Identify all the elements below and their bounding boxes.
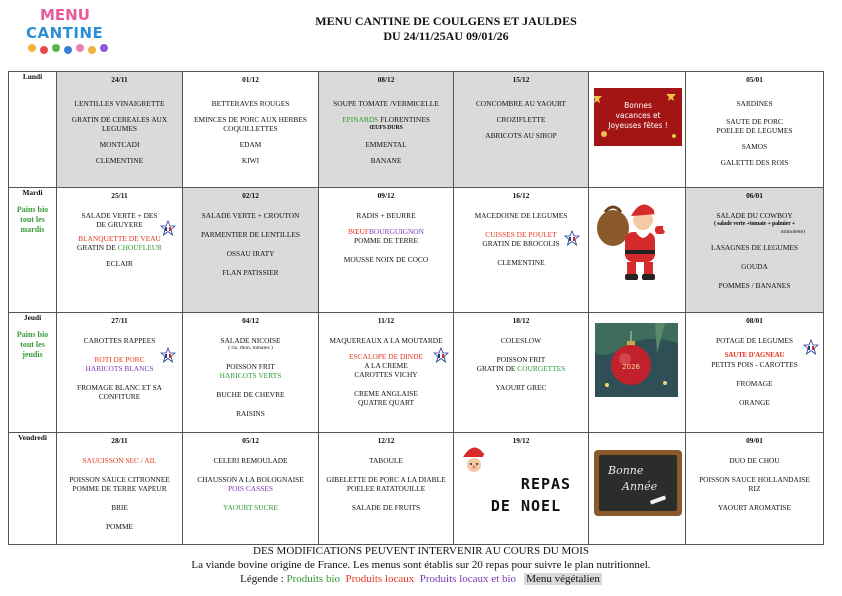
cell-date: 09/01 bbox=[746, 436, 763, 445]
board-line2: Année bbox=[622, 480, 658, 493]
menu-item: EDAM bbox=[239, 140, 262, 149]
menu-item: EMMENTAL bbox=[365, 140, 407, 149]
menu-item: MONTCADI bbox=[99, 140, 140, 149]
menu-item: POISSON FRIT bbox=[226, 362, 275, 371]
menu-item: POELEE DE LEGUMES bbox=[716, 126, 793, 135]
menu-item: POMME bbox=[105, 522, 134, 531]
menu-item-local-bio: BOURGUIGNON bbox=[368, 227, 424, 236]
menu-item-bio: COURGETTES bbox=[517, 364, 566, 373]
menu-item-bio: HARICOTS VERTS bbox=[219, 371, 282, 380]
day-label: Jeudi bbox=[23, 313, 42, 322]
menu-cell-mardi-4 bbox=[454, 188, 589, 313]
cell-date: 06/01 bbox=[746, 191, 763, 200]
footer bbox=[0, 544, 842, 586]
menu-cell-mardi-3 bbox=[319, 188, 454, 313]
menu-item: GALETTE DES ROIS bbox=[720, 158, 789, 167]
menu-item: POISSON SAUCE CITRONNEE POMME DE TERRE VAPEUR bbox=[69, 475, 170, 493]
menu-item: FROMAGE bbox=[736, 379, 773, 388]
board-line1: Bonne bbox=[608, 464, 644, 477]
menu-item: SALADE DE FRUITS bbox=[351, 503, 421, 512]
menu-item: ( riz, thon, tomates ) bbox=[228, 345, 273, 351]
menu-item: RAISINS bbox=[236, 409, 265, 418]
picture-cell-new-year bbox=[589, 433, 686, 545]
menu-item: SARDINES bbox=[736, 99, 773, 108]
day-bio-note: Pains bio tout les jeudis bbox=[16, 330, 49, 359]
new-year-chalkboard-image bbox=[594, 450, 682, 516]
menu-item: ORANGE bbox=[739, 398, 770, 407]
cell-date: 08/12 bbox=[377, 75, 395, 84]
menu-item: SALADE DU COWBOY bbox=[716, 211, 793, 220]
menu-cell-vendredi-2 bbox=[183, 433, 319, 545]
menu-cell-mardi-2 bbox=[183, 188, 319, 313]
picture-cell-santa bbox=[589, 188, 686, 313]
page-title bbox=[0, 14, 842, 44]
menu-item: BANANE bbox=[370, 156, 402, 165]
menu-item: QUATRE QUART bbox=[357, 398, 414, 407]
menu-item: CLEMENTINE bbox=[497, 258, 545, 267]
row-jeudi bbox=[9, 313, 824, 433]
menu-item: CROZIFLETTE bbox=[496, 115, 546, 124]
menu-item: SALADE NICOISE bbox=[220, 336, 281, 345]
menu-cell-jeudi-6 bbox=[686, 313, 824, 433]
menu-cell-jeudi-1 bbox=[57, 313, 183, 433]
footer-meat-origin: La viande bovine origine de France. Les menus sont établis sur 20 repas pour suivre le plan nutritionnel. bbox=[191, 559, 651, 571]
menu-item: CLEMENTINE bbox=[95, 156, 144, 165]
cell-date: 09/12 bbox=[377, 191, 395, 200]
row-vendredi bbox=[9, 433, 824, 545]
menu-cell-lundi-1 bbox=[57, 72, 183, 188]
menu-item: EMINCES DE PORC AUX HERBES COQUILLETTES bbox=[194, 115, 307, 133]
menu-item: CELERI REMOULADE bbox=[213, 456, 288, 465]
menu-item: SAUTE DE PORC bbox=[726, 117, 783, 126]
menu-item: SALADE VERTE + CROUTON bbox=[201, 211, 300, 220]
day-label: Mardi bbox=[22, 188, 43, 197]
santa-claus-image bbox=[595, 198, 679, 282]
vbf-label-icon bbox=[160, 220, 176, 236]
menu-grid bbox=[8, 71, 823, 544]
vf-label-icon bbox=[433, 347, 449, 363]
menu-item: ŒUFS DURS bbox=[369, 125, 403, 131]
title-line2: DU 24/11/25AU 09/01/26 bbox=[383, 29, 509, 43]
santa-face-icon bbox=[458, 443, 490, 483]
cell-date: 05/12 bbox=[242, 436, 259, 445]
menu-item: PARMENTIER DE LENTILLES bbox=[200, 230, 301, 239]
menu-item: GRATIN DE bbox=[76, 243, 118, 252]
day-label: Vendredi bbox=[18, 433, 47, 442]
menu-item-local: ROTI DE PORC bbox=[94, 355, 145, 364]
legend-prefix: Légende : bbox=[240, 573, 287, 585]
day-label: Lundi bbox=[22, 72, 43, 81]
cell-date: 05/01 bbox=[746, 75, 763, 84]
menu-item: LASAGNES DE LEGUMES bbox=[710, 243, 799, 252]
cell-date: 19/12 bbox=[512, 436, 530, 445]
title-line1: MENU CANTINE DE COULGENS ET JAULDES bbox=[315, 14, 577, 28]
footer-notice: DES MODIFICATIONS PEUVENT INTERVENIR AU COURS DU MOIS bbox=[253, 545, 589, 557]
menu-item: SOUPE TOMATE /VERMICELLE bbox=[333, 99, 439, 108]
cell-date: 02/12 bbox=[242, 191, 259, 200]
menu-item: A LA CREME bbox=[364, 361, 408, 370]
menu-item: LENTILLES VINAIGRETTE bbox=[74, 99, 165, 108]
menu-item-local: SAUTE D'AGNEAU bbox=[724, 351, 785, 359]
christmas-ornament-image bbox=[595, 323, 678, 397]
menu-item: POISSON FRIT bbox=[496, 355, 546, 364]
menu-item: BUCHE DE CHEVRE bbox=[216, 390, 285, 399]
menu-item: POMME DE TERRE bbox=[354, 236, 418, 245]
menu-cell-jeudi-2 bbox=[183, 313, 319, 433]
menu-item: KIWI bbox=[241, 156, 260, 165]
menu-item: FLORENTINES bbox=[380, 115, 430, 124]
menu-item: BRIE bbox=[111, 503, 128, 512]
menu-cell-lundi-2 bbox=[183, 72, 319, 188]
menu-cell-vendredi-1 bbox=[57, 433, 183, 545]
menu-item: MOUSSE NOIX DE COCO bbox=[343, 255, 429, 264]
menu-item: YAOURT GREC bbox=[495, 383, 547, 392]
menu-item: ECLAIR bbox=[106, 259, 133, 268]
menu-item: GIBELETTE DE PORC A LA DIABLE POELEE RATATOUILLE bbox=[326, 475, 446, 493]
menu-cell-vendredi-3 bbox=[319, 433, 454, 545]
menu-item: YAOURT AROMATISE bbox=[717, 503, 792, 512]
cell-date: 04/12 bbox=[242, 316, 259, 325]
day-cell-lundi bbox=[9, 72, 57, 188]
menu-item: mimolette) bbox=[780, 229, 805, 235]
christmas-meal-line2: DE NOEL bbox=[490, 497, 562, 515]
menu-item: ( salade verte +tomate + palmier + bbox=[714, 221, 795, 227]
cell-date: 25/11 bbox=[111, 191, 128, 200]
menu-item: CREME ANGLAISE bbox=[354, 389, 418, 398]
legend-bio: Produits bio bbox=[286, 573, 341, 585]
legend-vegan: Menu végétalien bbox=[526, 573, 600, 585]
menu-item: SAMOS bbox=[741, 142, 768, 151]
menu-item: CAROTTES VICHY bbox=[354, 370, 418, 379]
menu-cell-jeudi-3 bbox=[319, 313, 454, 433]
day-cell-vendredi bbox=[9, 433, 57, 545]
menu-cell-jeudi-4 bbox=[454, 313, 589, 433]
cell-date: 16/12 bbox=[512, 191, 530, 200]
menu-item-bio: YAOURT SUCRE bbox=[222, 503, 279, 512]
menu-item: ABRICOTS AU SIROP bbox=[485, 131, 557, 140]
menu-item: POISSON SAUCE HOLLANDAISE RIZ bbox=[699, 475, 810, 493]
menu-item-local: BLANQUETTE DE VEAU bbox=[78, 234, 161, 243]
menu-cell-vendredi-6 bbox=[686, 433, 824, 545]
legend-local: Produits locaux bbox=[345, 573, 415, 585]
menu-item: CONCOMBRE AU YAOURT bbox=[475, 99, 567, 108]
cell-date: 12/12 bbox=[377, 436, 395, 445]
menu-item: POMMES / BANANES bbox=[718, 281, 791, 290]
day-cell-jeudi bbox=[9, 313, 57, 433]
row-mardi bbox=[9, 188, 824, 313]
logo-line2: CANTINE bbox=[26, 24, 104, 42]
picture-cell-holidays bbox=[589, 72, 686, 188]
legend bbox=[0, 572, 842, 586]
menu-item: GRATIN DE CEREALES AUX LEGUMES bbox=[71, 115, 168, 133]
menu-item: DE GRUYERE bbox=[96, 220, 143, 229]
menu-table bbox=[8, 71, 824, 545]
menu-item-local-bio: HARICOTS BLANCS bbox=[85, 364, 154, 373]
menu-item: FLAN PATISSIER bbox=[222, 268, 279, 277]
menu-item-local: BŒUF bbox=[348, 227, 369, 236]
holiday-greeting-image bbox=[594, 88, 682, 146]
menu-item: RADIS + BEURRE bbox=[356, 211, 416, 220]
menu-item-local: SAUCISSON SEC / AIL bbox=[82, 456, 157, 465]
menu-cell-lundi-3 bbox=[319, 72, 454, 188]
greeting-line3: Joyeuses fêtes ! bbox=[608, 121, 668, 130]
greeting-line1: Bonnes bbox=[624, 101, 652, 110]
vbf-label-icon bbox=[564, 230, 580, 246]
menu-item: OSSAU IRATY bbox=[226, 249, 275, 258]
cell-date: 15/12 bbox=[512, 75, 530, 84]
legend-local-bio: Produits locaux et bio bbox=[419, 573, 517, 585]
menu-item: DUO DE CHOU bbox=[729, 456, 780, 465]
menu-item-local: ESCALOPE DE DINDE bbox=[349, 352, 423, 361]
vf-label-icon bbox=[160, 347, 176, 363]
christmas-meal-line1: REPAS bbox=[520, 475, 572, 493]
menu-item-bio: EPINARDS bbox=[342, 115, 379, 124]
ornament-year: 2026 bbox=[622, 363, 640, 371]
menu-item: SALADE VERTE + DES bbox=[81, 211, 158, 220]
day-bio-note: Pains bio tout les mardis bbox=[16, 205, 49, 234]
menu-item: MACEDOINE DE LEGUMES bbox=[474, 211, 568, 220]
cell-date: 24/11 bbox=[111, 75, 128, 84]
menu-item: GOUDA bbox=[741, 262, 768, 271]
menu-cell-lundi-4 bbox=[454, 72, 589, 188]
menu-item: BETTERAVES ROUGES bbox=[211, 99, 290, 108]
menu-item: GRATIN DE bbox=[476, 364, 518, 373]
cell-date: 28/11 bbox=[111, 436, 128, 445]
row-lundi bbox=[9, 72, 824, 188]
logo-line1: MENU bbox=[40, 6, 90, 24]
menu-item: PETITS POIS - CAROTTES bbox=[711, 360, 798, 369]
day-cell-mardi bbox=[9, 188, 57, 313]
greeting-line2: vacances et bbox=[615, 111, 661, 120]
menu-item: MAQUEREAUX A LA MOUTARDE bbox=[329, 336, 443, 345]
menu-item: CHAUSSON A LA BOLOGNAISE bbox=[197, 475, 304, 484]
cell-date: 18/12 bbox=[512, 316, 530, 325]
menu-cell-vendredi-4 bbox=[454, 433, 589, 545]
menu-item-local: CUISSES DE POULET bbox=[485, 230, 557, 239]
cell-date: 27/11 bbox=[111, 316, 128, 325]
vf-label-icon bbox=[803, 339, 819, 355]
menu-cell-mardi-1 bbox=[57, 188, 183, 313]
picture-cell-ornament bbox=[589, 313, 686, 433]
menu-cell-lundi-6 bbox=[686, 72, 824, 188]
menu-item: COLESLOW bbox=[500, 336, 542, 345]
menu-item: FROMAGE BLANC ET SA CONFITURE bbox=[76, 383, 163, 401]
menu-item: CAROTTES RAPPEES bbox=[83, 336, 156, 345]
cell-date: 01/12 bbox=[242, 75, 259, 84]
cell-date: 08/01 bbox=[746, 316, 763, 325]
menu-item: GRATIN DE BROCOLIS bbox=[482, 239, 560, 248]
menu-item: TABOULE bbox=[369, 456, 403, 465]
cell-date: 11/12 bbox=[377, 316, 395, 325]
menu-item-local-bio: POIS CASSES bbox=[228, 484, 273, 493]
menu-item-bio: CHOUFLEUR bbox=[117, 243, 162, 252]
menu-item: POTAGE DE LEGUMES bbox=[715, 336, 793, 345]
menu-cell-mardi-6 bbox=[686, 188, 824, 313]
